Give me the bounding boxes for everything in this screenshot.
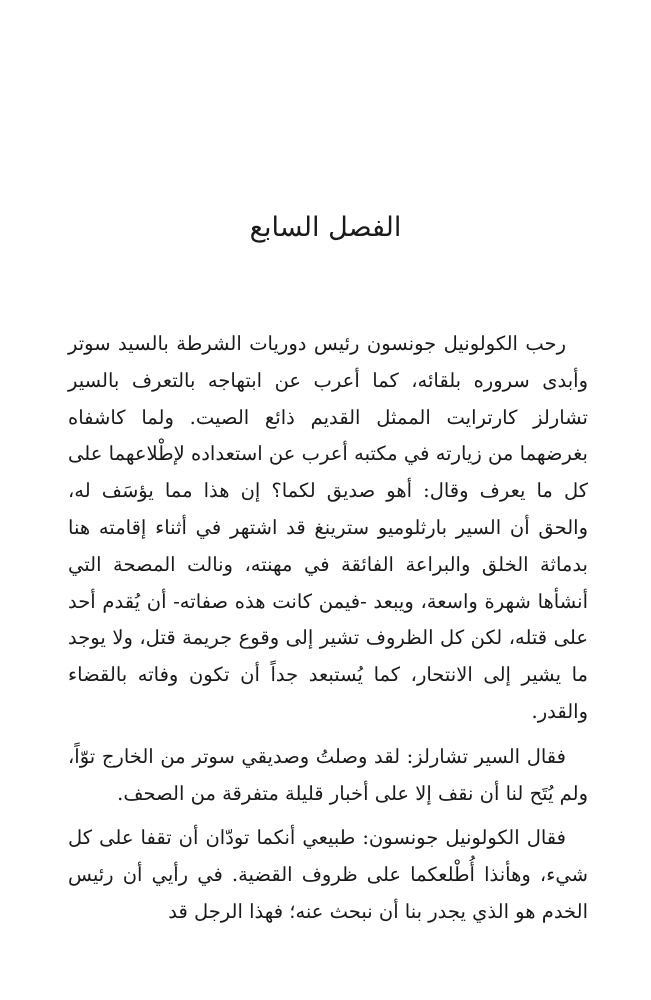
chapter-body [68, 326, 588, 931]
paragraph-1: رحب الكولونيل جونسون رئيس دوريات الشرطة بالسيد سوتر وأبدى سروره بلقائه، كما أعرب عن ابتهاجه بالتعرف بالسير تشارلز كارترايت الممثل القديم ذائع الصيت. ولما كاشفاه بغرضهما من زيارته في مكتبه أعرب عن استعداده لإطْلاعهما على كل ما يعرف وقال: أهو صديق لكما؟ إن هذا مما يؤسَف له، والحق أن السير بارثلوميو سترينغ قد اشتهر في أثناء إقامته هنا بدماثة الخلق والبراعة الفائقة في مهنته، ونالت المصحة التي أنشأها شهرة واسعة، ويبعد -فيمن كانت هذه صفاته- أن يُقدم أحد على قتله، لكن كل الظروف تشير إلى وقوع جريمة قتل، ولا يوجد ما يشير إلى الانتحار، كما يُستبعد جداً أن تكون وفاته بالقضاء والقدر. [68, 332, 588, 723]
paragraph-2: فقال السير تشارلز: لقد وصلتُ وصديقي سوتر من الخارج توّاً، ولم يُتَح لنا أن نقف إلا على أخبار قليلة متفرقة من الصحف. [68, 744, 588, 805]
chapter-title: الفصل السابع [249, 212, 402, 243]
paragraph-3: فقال الكولونيل جونسون: طبيعي أنكما تودّان أن تقفا على كل شيء، وهأنذا أُطْلعكما على ظروف القضية. في رأيي أن رئيس الخدم هو الذي يجدر بنا أن نبحث عنه؛ فهذا الرجل قد [68, 826, 588, 923]
